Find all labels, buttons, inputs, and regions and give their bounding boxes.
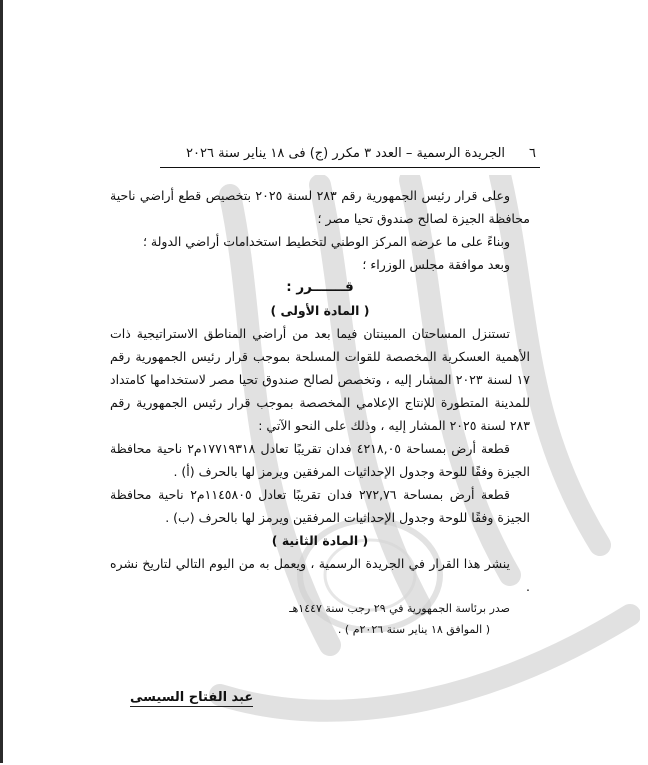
article-1-text: تستنزل المساحتان المبينتان فيما بعد من أراضي المناطق الاستراتيجية ذات الأهمية العسكرية المخصصة للقوات المسلحة بموجب قرار رئيس الجمهورية رقم ١٧ لسنة ٢٠٢٣ المشار إليه ، وتخصص لصالح صندوق تحيا مصر لاستخدامها كامتداد للمدينة المتطورة للإنتاج الإعلامي المخصصة بموجب قرار رئيس الجمهورية رقم ٢٨٣ لسنة ٢٠٢٥ المشار إليه ، وذلك على النحو الآتي : bbox=[110, 326, 530, 433]
article-1-heading: ( المادة الأولى ) bbox=[270, 303, 370, 318]
article-2-heading: ( المادة الثانية ) bbox=[271, 533, 369, 548]
gazette-title: الجريدة الرسمية – العدد ٣ مكرر (ج) فى ١٨ يناير سنة ٢٠٢٦ bbox=[186, 146, 506, 161]
page-edge bbox=[0, 0, 3, 763]
page-number: ٦ bbox=[529, 146, 536, 161]
header-divider bbox=[160, 167, 540, 168]
presidential-signature: عبد الفتاح السيسى bbox=[130, 690, 254, 705]
preamble-paragraph: وبعد موافقة مجلس الوزراء ؛ bbox=[362, 257, 510, 272]
preamble-paragraph: وبناءً على ما عرضه المركز الوطني لتخطيط استخدامات أراضي الدولة ؛ bbox=[142, 234, 510, 249]
corresponding-date: ( الموافق ١٨ يناير سنة ٢٠٢٦م ) . bbox=[337, 623, 490, 636]
parcel-a-text: قطعة أرض بمساحة ٤٢١٨,٠٥ فدان تقريبًا تعادل ١٧٧١٩٣١٨م٢ ناحية محافظة الجيزة وفقًا للوحة وجدول الإحداثيات المرفقين ويرمز لها بالحرف (أ) . bbox=[110, 441, 530, 479]
parcel-b-text: قطعة أرض بمساحة ٢٧٢,٧٦ فدان تقريبًا تعادل ١١٤٥٨٠٥م٢ ناحية محافظة الجيزة وفقًا للوحة وجدول الإحداثيات المرفقين ويرمز لها بالحرف (ب) . bbox=[110, 487, 530, 525]
page-header bbox=[186, 146, 536, 161]
article-2-text: ينشر هذا القرار في الجريدة الرسمية ، ويعمل به من اليوم التالي لتاريخ نشره . bbox=[110, 556, 530, 594]
decree-heading: قـــــــرر : bbox=[286, 279, 354, 295]
decree-body bbox=[110, 184, 530, 640]
preamble-paragraph: وعلى قرار رئيس الجمهورية رقم ٢٨٣ لسنة ٢٠٢٥ بتخصيص قطع أراضي ناحية محافظة الجيزة لصالح صندوق تحيا مصر ؛ bbox=[110, 188, 530, 226]
issued-date: صدر برئاسة الجمهورية في ٢٩ رجب سنة ١٤٤٧هـ bbox=[289, 602, 510, 615]
